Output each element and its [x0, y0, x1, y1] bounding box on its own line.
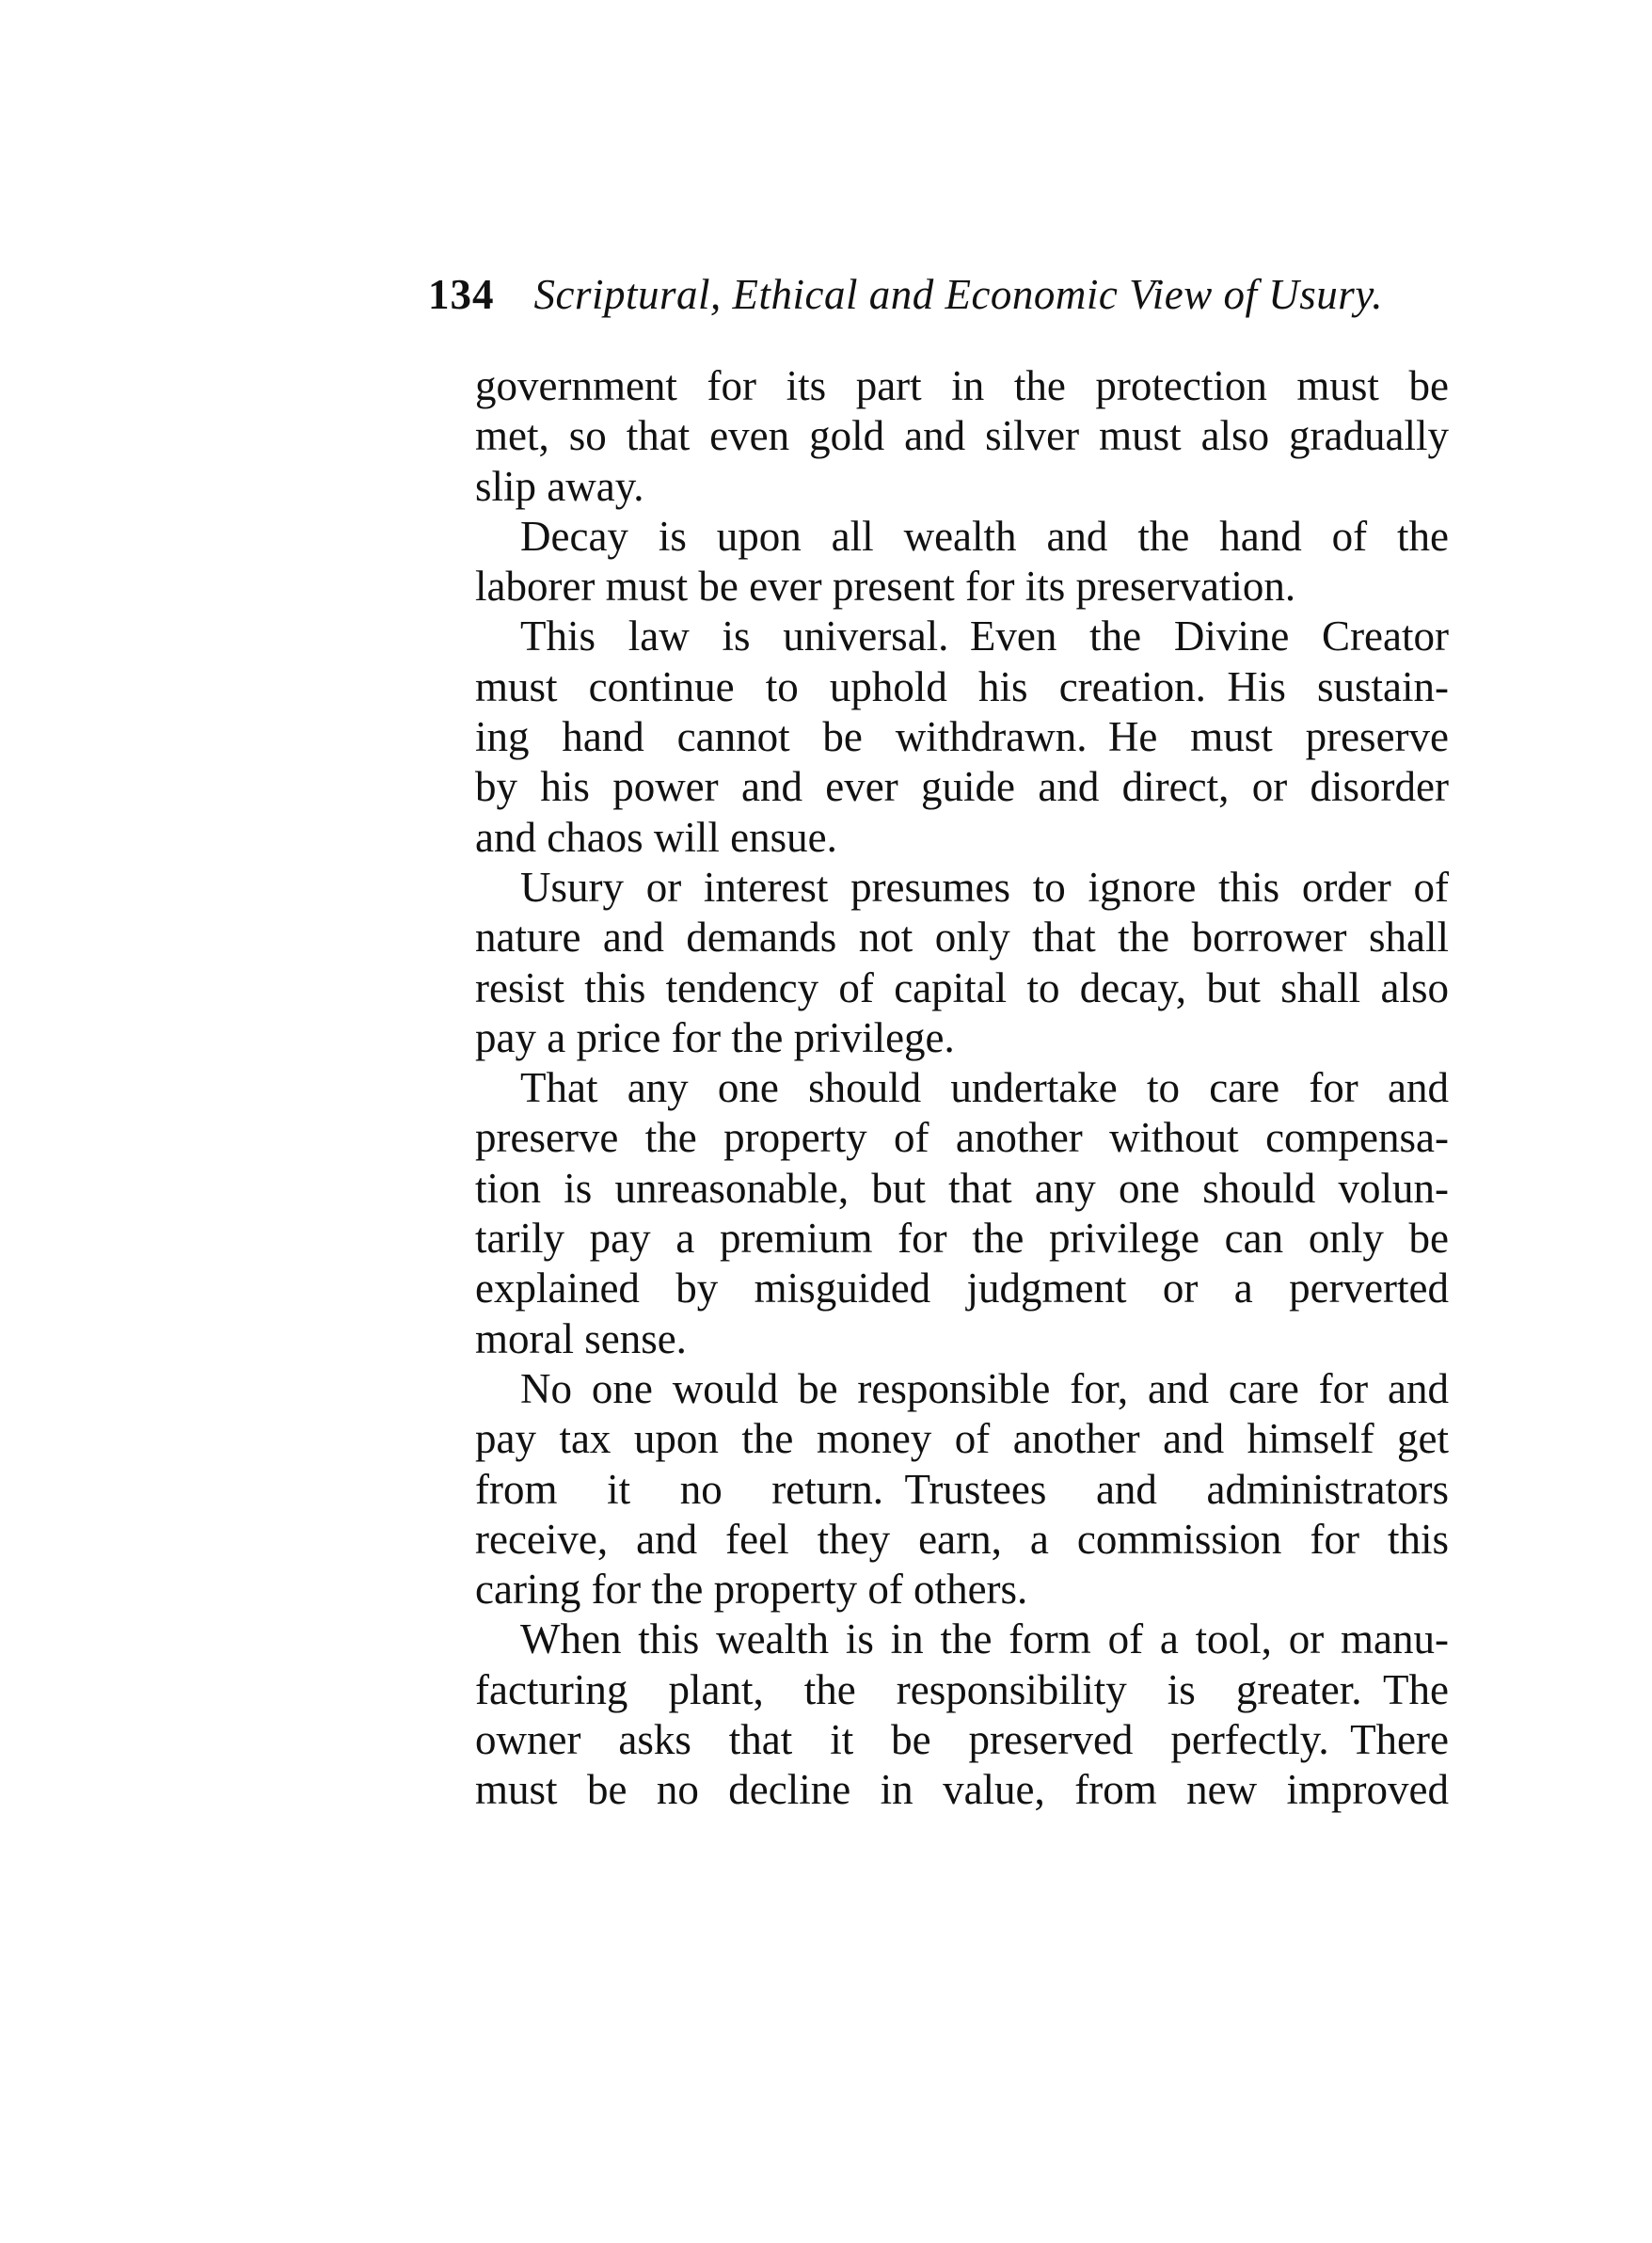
text-line: met, so that even gold and silver must also gradually — [475, 412, 1449, 460]
text-line: tarily pay a premium for the privilege can only be — [475, 1215, 1449, 1263]
text-line: pay a price for the privilege. — [475, 1013, 955, 1061]
paragraph — [475, 361, 1449, 512]
text-line: pay tax upon the money of another and himself get — [475, 1415, 1449, 1463]
text-line: by his power and ever guide and direct, or disorder — [475, 763, 1449, 811]
paragraph — [475, 612, 1449, 862]
text-line: facturing plant, the responsibility is greater. The — [475, 1665, 1449, 1713]
text-line: must continue to uphold his creation. His sustain- — [475, 662, 1449, 710]
text-line: government for its part in the protection must be — [475, 362, 1449, 409]
body-text — [475, 361, 1449, 1816]
text-line: moral sense. — [475, 1314, 687, 1362]
paragraph — [475, 512, 1449, 612]
text-line: This law is universal. Even the Divine Creator — [520, 612, 1449, 660]
paragraph — [475, 1063, 1449, 1364]
text-line: from it no return. Trustees and administrators — [475, 1465, 1449, 1513]
running-title: Scriptural, Ethical and Economic View of Usury. — [533, 271, 1384, 318]
paragraph — [475, 863, 1449, 1063]
text-line: Usury or interest presumes to ignore this order of — [520, 863, 1449, 911]
text-line: and chaos will ensue. — [475, 813, 837, 861]
text-line: receive, and feel they earn, a commission for this — [475, 1515, 1449, 1563]
paragraph — [475, 1615, 1449, 1815]
text-line: caring for the property of others. — [475, 1566, 1028, 1614]
text-line: explained by misguided judgment or a perverted — [475, 1265, 1449, 1312]
text-line: When this wealth is in the form of a tool, or manu- — [520, 1615, 1449, 1663]
paragraph — [475, 1364, 1449, 1615]
text-line: preserve the property of another without compensa- — [475, 1114, 1449, 1162]
page-header — [428, 271, 1453, 318]
text-line: Decay is upon all wealth and the hand of the — [520, 512, 1449, 560]
text-line: owner asks that it be preserved perfectly. There — [475, 1716, 1449, 1764]
text-line: No one would be responsible for, and care for and — [520, 1364, 1449, 1412]
page-number: 134 — [428, 271, 495, 318]
text-line: That any one should undertake to care for and — [520, 1064, 1449, 1112]
text-line: slip away. — [475, 462, 644, 510]
text-line: tion is unreasonable, but that any one should volun- — [475, 1164, 1449, 1212]
text-line: laborer must be ever present for its preservation. — [475, 563, 1296, 611]
text-line: nature and demands not only that the borrower shall — [475, 914, 1449, 962]
text-line: ing hand cannot be withdrawn. He must preserve — [475, 713, 1449, 761]
text-line: must be no decline in value, from new improved — [475, 1766, 1449, 1814]
text-line: resist this tendency of capital to decay, but shall also — [475, 963, 1449, 1011]
